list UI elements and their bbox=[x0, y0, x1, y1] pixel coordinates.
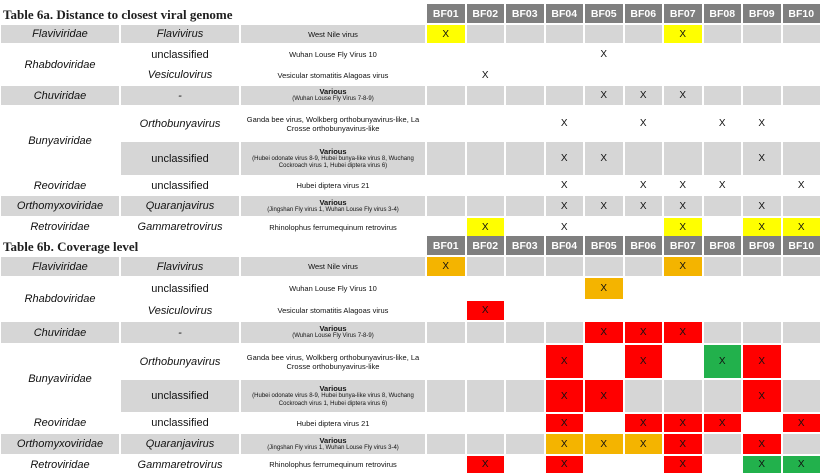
mark-cell-bf07: X bbox=[664, 25, 704, 45]
mark-cell-bf02 bbox=[467, 257, 507, 278]
mark-cell-bf08 bbox=[704, 218, 744, 238]
mark-cell-bf04 bbox=[546, 301, 586, 322]
mark-cell-bf06 bbox=[625, 456, 665, 475]
genus-cell: Vesiculovirus bbox=[121, 66, 241, 86]
mark-cell-bf08 bbox=[704, 66, 744, 86]
virus-cell: West Nile virus bbox=[241, 25, 427, 45]
mark-cell-bf09: X bbox=[743, 218, 783, 238]
mark-cell-bf05 bbox=[585, 107, 625, 142]
virus-cell bbox=[241, 196, 427, 218]
mark-cell-bf04 bbox=[546, 66, 586, 86]
mark-cell-bf04 bbox=[546, 25, 586, 45]
mark-cell-bf02: X bbox=[467, 301, 507, 322]
table-6b-title: Table 6b. Coverage level bbox=[3, 239, 138, 255]
mark-cell-bf09 bbox=[743, 177, 783, 196]
mark-cell-bf10 bbox=[783, 434, 822, 456]
mark-cell-bf07: X bbox=[664, 196, 704, 218]
column-header-bf05: BF05 bbox=[585, 4, 625, 25]
mark-cell-bf02: X bbox=[467, 218, 507, 238]
column-header-bf08: BF08 bbox=[704, 236, 744, 257]
family-cell: Flaviviridae bbox=[1, 257, 121, 278]
mark-cell-bf02: X bbox=[467, 456, 507, 475]
mark-cell-bf04: X bbox=[546, 345, 586, 380]
genus-cell: unclassified bbox=[121, 414, 241, 434]
mark-cell-bf04 bbox=[546, 45, 586, 66]
mark-cell-bf08 bbox=[704, 45, 744, 66]
virus-cell bbox=[241, 142, 427, 177]
family-cell: Orthomyxoviridae bbox=[1, 196, 121, 218]
mark-cell-bf06 bbox=[625, 278, 665, 301]
family-cell: Retroviridae bbox=[1, 218, 121, 238]
table-row bbox=[1, 142, 822, 177]
virus-cell: Hubei diptera virus 21 bbox=[241, 177, 427, 196]
family-cell: Bunyaviridae bbox=[1, 107, 121, 177]
mark-cell-bf07 bbox=[664, 45, 704, 66]
mark-cell-bf01 bbox=[427, 218, 467, 238]
mark-cell-bf07: X bbox=[664, 257, 704, 278]
mark-cell-bf08: X bbox=[704, 177, 744, 196]
mark-cell-bf02: X bbox=[467, 66, 507, 86]
mark-cell-bf05: X bbox=[585, 380, 625, 414]
virus-detail: (Hubei odonate virus 8-9, Hubei bunya-like virus 8, Wuchang Cockroach virus 1, Hubei diptera virus 6) bbox=[241, 156, 425, 170]
table-row bbox=[1, 456, 822, 475]
mark-cell-bf06: X bbox=[625, 86, 665, 107]
mark-cell-bf03 bbox=[506, 434, 546, 456]
mark-cell-bf02 bbox=[467, 196, 507, 218]
mark-cell-bf08 bbox=[704, 322, 744, 345]
family-cell: Chuviridae bbox=[1, 322, 121, 345]
mark-cell-bf05: X bbox=[585, 86, 625, 107]
mark-cell-bf01 bbox=[427, 414, 467, 434]
mark-cell-bf05 bbox=[585, 301, 625, 322]
mark-cell-bf04: X bbox=[546, 434, 586, 456]
mark-cell-bf06: X bbox=[625, 345, 665, 380]
genus-cell: unclassified bbox=[121, 380, 241, 414]
table-row bbox=[1, 86, 822, 107]
family-cell: Reoviridae bbox=[1, 414, 121, 434]
table-row bbox=[1, 322, 822, 345]
mark-cell-bf03 bbox=[506, 257, 546, 278]
mark-cell-bf10 bbox=[783, 142, 822, 177]
column-header-bf05: BF05 bbox=[585, 236, 625, 257]
mark-cell-bf06 bbox=[625, 301, 665, 322]
mark-cell-bf04: X bbox=[546, 218, 586, 238]
mark-cell-bf10 bbox=[783, 25, 822, 45]
table-row bbox=[1, 25, 822, 45]
mark-cell-bf10 bbox=[783, 322, 822, 345]
virus-cell: Hubei diptera virus 21 bbox=[241, 414, 427, 434]
column-header-bf01: BF01 bbox=[427, 4, 467, 25]
mark-cell-bf04: X bbox=[546, 456, 586, 475]
table-row bbox=[1, 301, 822, 322]
mark-cell-bf03 bbox=[506, 196, 546, 218]
virus-name: Various bbox=[241, 147, 425, 156]
mark-cell-bf01: X bbox=[427, 257, 467, 278]
mark-cell-bf08 bbox=[704, 380, 744, 414]
genus-cell: Quaranjavirus bbox=[121, 434, 241, 456]
table-row bbox=[1, 45, 822, 66]
mark-cell-bf08: X bbox=[704, 414, 744, 434]
mark-cell-bf02 bbox=[467, 107, 507, 142]
virus-name: Various bbox=[241, 436, 425, 445]
virus-detail: (Jingshan Fly virus 1, Wuhan Louse Fly virus 3-4) bbox=[241, 445, 425, 452]
table-row bbox=[1, 380, 822, 414]
mark-cell-bf01 bbox=[427, 345, 467, 380]
mark-cell-bf06: X bbox=[625, 177, 665, 196]
mark-cell-bf10 bbox=[783, 66, 822, 86]
table-row bbox=[1, 218, 822, 238]
mark-cell-bf01 bbox=[427, 380, 467, 414]
virus-detail: (Wuhan Louse Fly Virus 7-8-9) bbox=[241, 333, 425, 340]
column-header-bf03: BF03 bbox=[506, 4, 546, 25]
mark-cell-bf04: X bbox=[546, 107, 586, 142]
mark-cell-bf02 bbox=[467, 414, 507, 434]
mark-cell-bf08 bbox=[704, 301, 744, 322]
mark-cell-bf07 bbox=[664, 107, 704, 142]
mark-cell-bf06 bbox=[625, 142, 665, 177]
virus-cell bbox=[241, 322, 427, 345]
mark-cell-bf10 bbox=[783, 301, 822, 322]
mark-cell-bf01 bbox=[427, 196, 467, 218]
mark-cell-bf08 bbox=[704, 257, 744, 278]
mark-cell-bf03 bbox=[506, 107, 546, 142]
mark-cell-bf07 bbox=[664, 301, 704, 322]
genus-cell: Gammaretrovirus bbox=[121, 218, 241, 238]
mark-cell-bf02 bbox=[467, 86, 507, 107]
mark-cell-bf10 bbox=[783, 86, 822, 107]
genus-cell: - bbox=[121, 322, 241, 345]
mark-cell-bf09 bbox=[743, 278, 783, 301]
mark-cell-bf10 bbox=[783, 107, 822, 142]
mark-cell-bf05: X bbox=[585, 45, 625, 66]
genus-cell: Orthobunyavirus bbox=[121, 107, 241, 142]
mark-cell-bf10: X bbox=[783, 414, 822, 434]
mark-cell-bf05 bbox=[585, 66, 625, 86]
column-header-bf04: BF04 bbox=[546, 4, 586, 25]
title-spacer bbox=[1, 236, 427, 257]
mark-cell-bf06: X bbox=[625, 107, 665, 142]
mark-cell-bf10 bbox=[783, 196, 822, 218]
mark-cell-bf01: X bbox=[427, 25, 467, 45]
mark-cell-bf05 bbox=[585, 218, 625, 238]
mark-cell-bf05: X bbox=[585, 434, 625, 456]
mark-cell-bf04 bbox=[546, 257, 586, 278]
mark-cell-bf05: X bbox=[585, 278, 625, 301]
table-row bbox=[1, 257, 822, 278]
mark-cell-bf03 bbox=[506, 86, 546, 107]
mark-cell-bf10 bbox=[783, 380, 822, 414]
mark-cell-bf07: X bbox=[664, 414, 704, 434]
mark-cell-bf08: X bbox=[704, 345, 744, 380]
mark-cell-bf06: X bbox=[625, 414, 665, 434]
mark-cell-bf06 bbox=[625, 25, 665, 45]
virus-cell bbox=[241, 86, 427, 107]
column-header-bf06: BF06 bbox=[625, 4, 665, 25]
table-6a-title: Table 6a. Distance to closest viral genome bbox=[3, 7, 233, 23]
family-cell: Chuviridae bbox=[1, 86, 121, 107]
table-header-row bbox=[1, 236, 822, 257]
mark-cell-bf09 bbox=[743, 45, 783, 66]
mark-cell-bf10: X bbox=[783, 177, 822, 196]
mark-cell-bf06 bbox=[625, 66, 665, 86]
mark-cell-bf09: X bbox=[743, 345, 783, 380]
mark-cell-bf09: X bbox=[743, 456, 783, 475]
virus-cell: Ganda bee virus, Wolkberg orthobunyavirus-like, La Crosse orthobunyavirus-like bbox=[241, 345, 427, 380]
column-header-bf09: BF09 bbox=[743, 4, 783, 25]
mark-cell-bf05 bbox=[585, 456, 625, 475]
mark-cell-bf03 bbox=[506, 414, 546, 434]
mark-cell-bf04 bbox=[546, 86, 586, 107]
mark-cell-bf01 bbox=[427, 322, 467, 345]
mark-cell-bf09: X bbox=[743, 380, 783, 414]
genus-cell: Flavivirus bbox=[121, 257, 241, 278]
mark-cell-bf05 bbox=[585, 414, 625, 434]
mark-cell-bf06: X bbox=[625, 434, 665, 456]
table-row bbox=[1, 107, 822, 142]
mark-cell-bf02 bbox=[467, 25, 507, 45]
column-header-bf10: BF10 bbox=[783, 236, 822, 257]
mark-cell-bf04 bbox=[546, 322, 586, 345]
mark-cell-bf01 bbox=[427, 301, 467, 322]
mark-cell-bf09 bbox=[743, 414, 783, 434]
mark-cell-bf03 bbox=[506, 25, 546, 45]
mark-cell-bf10: X bbox=[783, 456, 822, 475]
virus-detail: (Hubei odonate virus 8-9, Hubei bunya-like virus 8, Wuchang Cockroach virus 1, Hubei diptera virus 6) bbox=[241, 393, 425, 407]
column-header-bf07: BF07 bbox=[664, 236, 704, 257]
mark-cell-bf09 bbox=[743, 322, 783, 345]
column-header-bf06: BF06 bbox=[625, 236, 665, 257]
mark-cell-bf07: X bbox=[664, 177, 704, 196]
mark-cell-bf07: X bbox=[664, 456, 704, 475]
virus-detail: (Wuhan Louse Fly Virus 7-8-9) bbox=[241, 96, 425, 103]
mark-cell-bf04: X bbox=[546, 380, 586, 414]
table-row bbox=[1, 278, 822, 301]
mark-cell-bf07 bbox=[664, 66, 704, 86]
mark-cell-bf05: X bbox=[585, 142, 625, 177]
virus-cell: Wuhan Louse Fly Virus 10 bbox=[241, 278, 427, 301]
table-row bbox=[1, 196, 822, 218]
mark-cell-bf08 bbox=[704, 25, 744, 45]
mark-cell-bf06 bbox=[625, 257, 665, 278]
mark-cell-bf08 bbox=[704, 142, 744, 177]
column-header-bf10: BF10 bbox=[783, 4, 822, 25]
genus-cell: - bbox=[121, 86, 241, 107]
genus-cell: unclassified bbox=[121, 142, 241, 177]
column-header-bf08: BF08 bbox=[704, 4, 744, 25]
genus-cell: Quaranjavirus bbox=[121, 196, 241, 218]
mark-cell-bf03 bbox=[506, 456, 546, 475]
mark-cell-bf09 bbox=[743, 66, 783, 86]
mark-cell-bf09 bbox=[743, 86, 783, 107]
virus-name: Various bbox=[241, 198, 425, 207]
mark-cell-bf09: X bbox=[743, 196, 783, 218]
mark-cell-bf01 bbox=[427, 142, 467, 177]
mark-cell-bf01 bbox=[427, 434, 467, 456]
mark-cell-bf05 bbox=[585, 177, 625, 196]
virus-cell: Rhinolophus ferrumequinum retrovirus bbox=[241, 456, 427, 475]
mark-cell-bf04 bbox=[546, 278, 586, 301]
table-header-row bbox=[1, 4, 822, 25]
mark-cell-bf06: X bbox=[625, 196, 665, 218]
mark-cell-bf03 bbox=[506, 66, 546, 86]
table-row bbox=[1, 434, 822, 456]
mark-cell-bf07 bbox=[664, 345, 704, 380]
mark-cell-bf03 bbox=[506, 218, 546, 238]
column-header-bf04: BF04 bbox=[546, 236, 586, 257]
mark-cell-bf02 bbox=[467, 380, 507, 414]
mark-cell-bf02 bbox=[467, 142, 507, 177]
column-header-bf07: BF07 bbox=[664, 4, 704, 25]
table-row bbox=[1, 414, 822, 434]
mark-cell-bf09 bbox=[743, 257, 783, 278]
virus-cell: West Nile virus bbox=[241, 257, 427, 278]
mark-cell-bf05: X bbox=[585, 196, 625, 218]
mark-cell-bf01 bbox=[427, 177, 467, 196]
title-spacer bbox=[1, 4, 427, 25]
family-cell: Reoviridae bbox=[1, 177, 121, 196]
family-cell: Rhabdoviridae bbox=[1, 45, 121, 86]
mark-cell-bf09 bbox=[743, 301, 783, 322]
mark-cell-bf10 bbox=[783, 257, 822, 278]
mark-cell-bf03 bbox=[506, 278, 546, 301]
mark-cell-bf05 bbox=[585, 257, 625, 278]
mark-cell-bf03 bbox=[506, 345, 546, 380]
column-header-bf02: BF02 bbox=[467, 4, 507, 25]
family-cell: Rhabdoviridae bbox=[1, 278, 121, 322]
mark-cell-bf07: X bbox=[664, 218, 704, 238]
mark-cell-bf08 bbox=[704, 434, 744, 456]
mark-cell-bf07 bbox=[664, 380, 704, 414]
mark-cell-bf01 bbox=[427, 45, 467, 66]
mark-cell-bf08 bbox=[704, 456, 744, 475]
family-cell: Bunyaviridae bbox=[1, 345, 121, 414]
mark-cell-bf02 bbox=[467, 177, 507, 196]
mark-cell-bf07: X bbox=[664, 86, 704, 107]
mark-cell-bf08 bbox=[704, 278, 744, 301]
mark-cell-bf01 bbox=[427, 66, 467, 86]
virus-detail: (Jingshan Fly virus 1, Wuhan Louse Fly virus 3-4) bbox=[241, 207, 425, 214]
virus-name: Various bbox=[241, 87, 425, 96]
virus-cell: Vesicular stomatitis Alagoas virus bbox=[241, 301, 427, 322]
mark-cell-bf08 bbox=[704, 196, 744, 218]
genus-cell: unclassified bbox=[121, 177, 241, 196]
mark-cell-bf05 bbox=[585, 25, 625, 45]
genus-cell: unclassified bbox=[121, 278, 241, 301]
mark-cell-bf10 bbox=[783, 45, 822, 66]
mark-cell-bf03 bbox=[506, 380, 546, 414]
mark-cell-bf03 bbox=[506, 177, 546, 196]
mark-cell-bf10 bbox=[783, 345, 822, 380]
mark-cell-bf01 bbox=[427, 456, 467, 475]
mark-cell-bf02 bbox=[467, 278, 507, 301]
column-header-bf03: BF03 bbox=[506, 236, 546, 257]
column-header-bf09: BF09 bbox=[743, 236, 783, 257]
mark-cell-bf10: X bbox=[783, 218, 822, 238]
mark-cell-bf10 bbox=[783, 278, 822, 301]
table-row bbox=[1, 66, 822, 86]
mark-cell-bf08 bbox=[704, 86, 744, 107]
column-header-bf02: BF02 bbox=[467, 236, 507, 257]
mark-cell-bf06 bbox=[625, 218, 665, 238]
mark-cell-bf04: X bbox=[546, 414, 586, 434]
table-6b bbox=[1, 236, 822, 475]
mark-cell-bf01 bbox=[427, 86, 467, 107]
mark-cell-bf04: X bbox=[546, 177, 586, 196]
mark-cell-bf09: X bbox=[743, 434, 783, 456]
mark-cell-bf09: X bbox=[743, 142, 783, 177]
mark-cell-bf04: X bbox=[546, 196, 586, 218]
table-row bbox=[1, 345, 822, 380]
mark-cell-bf02 bbox=[467, 45, 507, 66]
genus-cell: Orthobunyavirus bbox=[121, 345, 241, 380]
mark-cell-bf09: X bbox=[743, 107, 783, 142]
table-row bbox=[1, 177, 822, 196]
mark-cell-bf07: X bbox=[664, 434, 704, 456]
mark-cell-bf05: X bbox=[585, 322, 625, 345]
column-header-bf01: BF01 bbox=[427, 236, 467, 257]
mark-cell-bf07: X bbox=[664, 322, 704, 345]
virus-cell: Ganda bee virus, Wolkberg orthobunyavirus-like, La Crosse orthobunyavirus-like bbox=[241, 107, 427, 142]
mark-cell-bf03 bbox=[506, 322, 546, 345]
mark-cell-bf03 bbox=[506, 45, 546, 66]
genus-cell: unclassified bbox=[121, 45, 241, 66]
family-cell: Flaviviridae bbox=[1, 25, 121, 45]
family-cell: Retroviridae bbox=[1, 456, 121, 475]
virus-name: Various bbox=[241, 384, 425, 393]
mark-cell-bf02 bbox=[467, 322, 507, 345]
table-6a bbox=[1, 4, 822, 238]
virus-cell bbox=[241, 380, 427, 414]
mark-cell-bf06: X bbox=[625, 322, 665, 345]
mark-cell-bf03 bbox=[506, 142, 546, 177]
mark-cell-bf01 bbox=[427, 278, 467, 301]
mark-cell-bf02 bbox=[467, 434, 507, 456]
mark-cell-bf07 bbox=[664, 142, 704, 177]
mark-cell-bf06 bbox=[625, 45, 665, 66]
genus-cell: Vesiculovirus bbox=[121, 301, 241, 322]
genus-cell: Gammaretrovirus bbox=[121, 456, 241, 475]
virus-name: Various bbox=[241, 324, 425, 333]
mark-cell-bf08: X bbox=[704, 107, 744, 142]
mark-cell-bf03 bbox=[506, 301, 546, 322]
virus-cell: Vesicular stomatitis Alagoas virus bbox=[241, 66, 427, 86]
virus-cell bbox=[241, 434, 427, 456]
family-cell: Orthomyxoviridae bbox=[1, 434, 121, 456]
mark-cell-bf06 bbox=[625, 380, 665, 414]
mark-cell-bf07 bbox=[664, 278, 704, 301]
mark-cell-bf05 bbox=[585, 345, 625, 380]
virus-cell: Wuhan Louse Fly Virus 10 bbox=[241, 45, 427, 66]
genus-cell: Flavivirus bbox=[121, 25, 241, 45]
mark-cell-bf09 bbox=[743, 25, 783, 45]
virus-cell: Rhinolophus ferrumequinum retrovirus bbox=[241, 218, 427, 238]
mark-cell-bf01 bbox=[427, 107, 467, 142]
mark-cell-bf04: X bbox=[546, 142, 586, 177]
mark-cell-bf02 bbox=[467, 345, 507, 380]
